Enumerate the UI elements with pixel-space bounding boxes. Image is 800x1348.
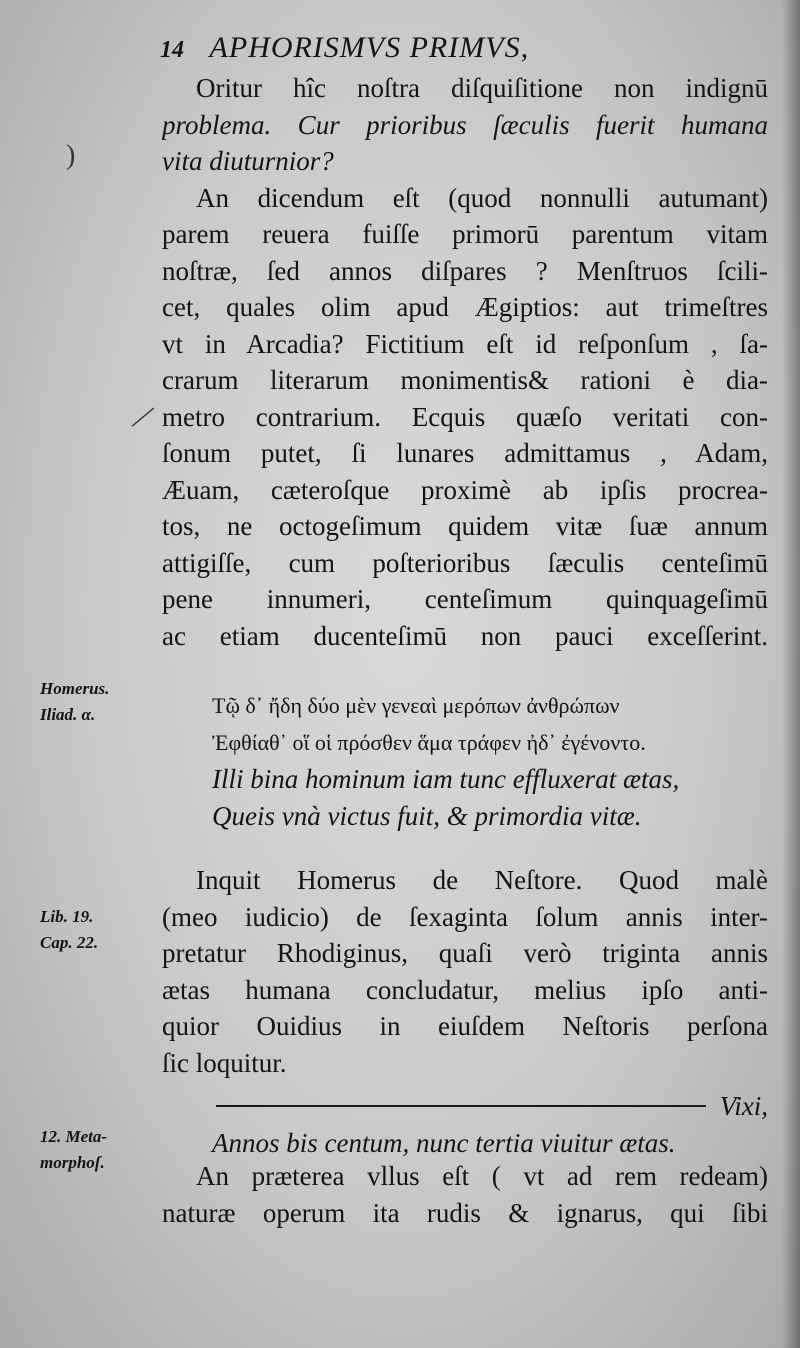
greek-verse-line: Ἐφθίαθ᾽ οἵ οἱ πρόσθεν ἅμα τράφεν ἠδ᾽ ἐγένοντο. <box>212 729 646 755</box>
text-line: parem reuera fuiſſe primorū parentum vitam <box>162 219 768 249</box>
paragraph-1 <box>162 70 768 654</box>
text-line: An dicendum eſt (quod nonnulli autumant) <box>196 182 768 213</box>
margin-note-rhodiginus <box>40 904 98 956</box>
pen-stroke-mark: — <box>120 394 163 437</box>
text-line: quior Ouidius in eiuſdem Neſtoris perſona <box>162 1011 768 1041</box>
text-line: crarum literarum monimentis& rationi è dia- <box>162 365 768 395</box>
text-line: Inquit Homerus de Neſtore. Quod malè <box>196 865 768 895</box>
greek-verse-line: Τῷ δ᾽ ἤδη δύο μὲν γενεαὶ μερόπων ἀνθρώπων <box>212 693 620 718</box>
text-line: naturæ operum ita rudis & ignarus, qui ſibi <box>162 1197 768 1228</box>
page-header <box>160 28 780 68</box>
text-line-problem-end: vita diuturnior? <box>162 146 334 176</box>
page-gutter-shadow <box>782 0 800 1348</box>
margin-note-line: Lib. 19. <box>40 907 94 926</box>
text-line: ac etiam ducenteſimū non pauci exceſſerint. <box>162 620 768 651</box>
text-line: attigiſſe, cum poſterioribus ſæculis centeſimū <box>162 547 768 578</box>
text-line: cet, quales olim apud Ægiptios: aut trimeſtres <box>162 292 768 322</box>
text-line: Æuam, cæteroſque proximè ab ipſis procrea- <box>162 474 768 505</box>
text-line: pretatur Rhodiginus, quaſi verò triginta annis <box>162 938 768 968</box>
quote-dash <box>216 1105 706 1107</box>
text-line: vt in Arcadia? Fictitium eſt id reſponſum , ſa- <box>162 328 768 359</box>
text-line: ſic loquitur. <box>162 1047 287 1078</box>
latin-verse-line: Illi bina hominum iam tunc effluxerat ætas, <box>212 764 680 794</box>
quote-verse-line: Annos bis centum, nunc tertia viuitur ætas. <box>212 1127 676 1158</box>
text-line: ætas humana concludatur, melius ipſo anti- <box>162 974 768 1005</box>
text-line: ſonum putet, ſi lunares admittamus , Adam, <box>162 438 768 468</box>
paragraph-2 <box>162 862 768 1081</box>
text-line: Oritur hîc noſtra diſquiſitione non indignū <box>196 73 768 103</box>
quote-dash-line <box>162 1088 768 1125</box>
text-line: pene innumeri, centeſimum quinquageſimū <box>162 584 768 614</box>
text-line: An præterea vllus eſt ( vt ad rem redeam) <box>196 1161 768 1191</box>
ovid-quote <box>162 1088 768 1161</box>
page-number: 14 <box>160 37 184 63</box>
text-line: tos, ne octogeſimum quidem vitæ ſuæ annum <box>162 511 768 541</box>
homer-verse <box>162 688 768 834</box>
quote-lead-word: Vixi, <box>719 1091 768 1121</box>
text-line: metro contrarium. Ecquis quæſo veritati con- <box>162 401 768 432</box>
bracket-mark: ) <box>66 140 76 171</box>
text-line-problem: problema. Cur prioribus ſæculis fuerit humana <box>162 109 768 140</box>
margin-note-ovid <box>40 1124 107 1176</box>
paragraph-3 <box>162 1158 768 1231</box>
margin-note-homer <box>40 676 109 728</box>
margin-note-line: Homerus. <box>40 679 110 698</box>
margin-note-line: Cap. 22. <box>40 933 99 952</box>
margin-note-line: morphoſ. <box>40 1153 105 1172</box>
running-title: APHORISMVS PRIMVS, <box>209 31 530 64</box>
text-line: (meo iudicio) de ſexaginta ſolum annis inter- <box>162 901 768 932</box>
margin-note-line: 12. Meta- <box>40 1127 108 1146</box>
margin-note-line: Iliad. α. <box>40 705 96 724</box>
latin-verse-line: Queis vnà victus fuit, & primordia vitæ. <box>212 800 642 831</box>
text-line: noſtræ, ſed annos diſpares ? Menſtruos ſcili- <box>162 255 768 286</box>
